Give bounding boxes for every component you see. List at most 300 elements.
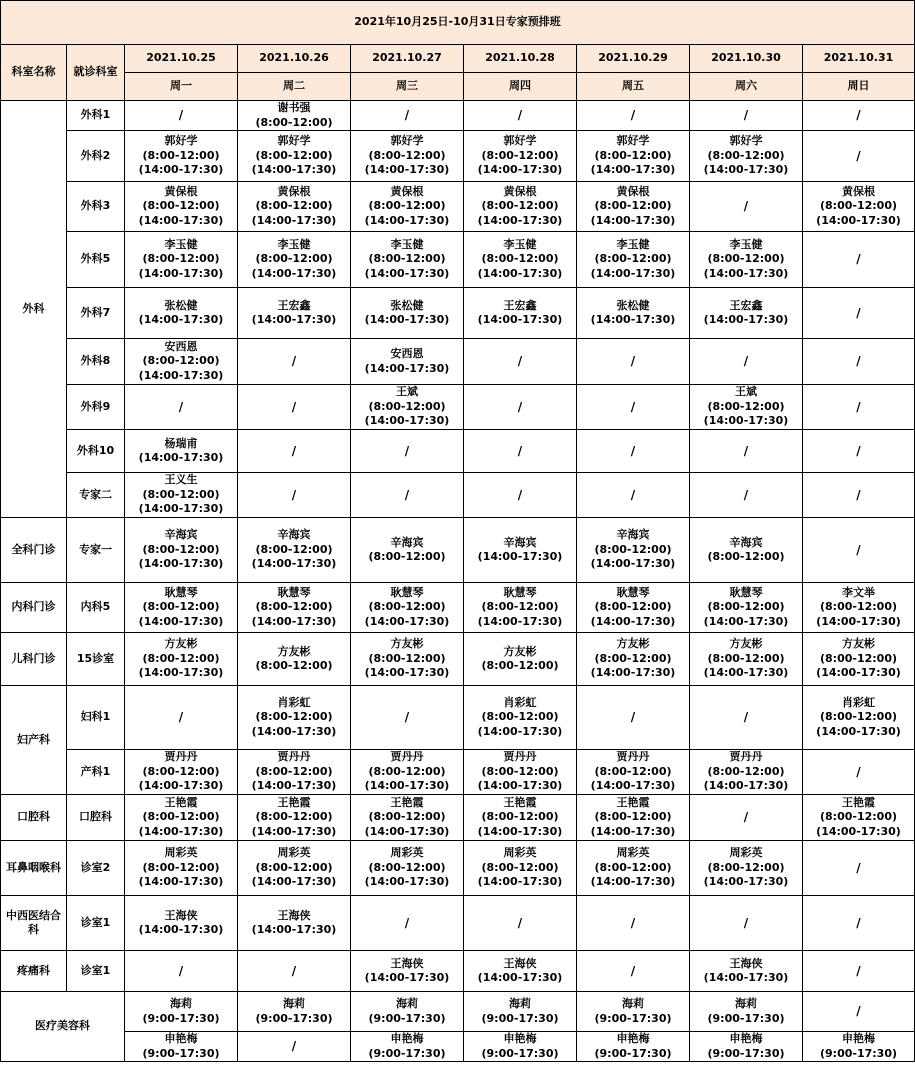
shift-time: (8:00-12:00) [368,764,446,778]
schedule-cell [238,795,351,841]
shift-time: (9:00-17:30) [368,1046,446,1060]
no-shift: / [291,354,297,369]
shift-time: (8:00-12:00) [707,252,785,266]
schedule-cell [577,288,690,339]
shift-time: (9:00-17:30) [142,1046,220,1060]
shift-time: (8:00-12:00) [142,651,220,665]
no-shift: / [404,915,410,930]
doctor-name: 黄保根 [164,184,198,198]
schedule-cell [803,951,915,992]
no-shift: / [856,487,861,502]
doctor-name: 王宏鑫 [503,298,537,312]
schedule-cell [577,101,690,131]
shift-time: (14:00-17:30) [703,779,789,793]
date-header: 2021.10.25 [125,45,238,73]
clinic-room: 专家一 [67,518,125,583]
schedule-row [1,430,915,473]
shift-time: (9:00-17:30) [707,1011,785,1025]
no-shift: / [404,443,410,458]
schedule-cell [125,339,238,385]
shift-time: (14:00-17:30) [477,824,563,838]
dept-name: 内科门诊 [1,583,67,633]
schedule-cell [238,131,351,182]
doctor-name: 郭好学 [277,134,311,148]
schedule-cell [577,951,690,992]
doctor-name: 谢书强 [277,101,311,114]
schedule-cell [464,131,577,182]
weekday-header: 周日 [803,73,915,101]
schedule-cell [238,430,351,473]
shift-time: (14:00-17:30) [364,361,450,375]
no-shift: / [178,399,184,414]
shift-time: (8:00-12:00) [481,860,559,874]
no-shift: / [178,963,184,978]
schedule-cell [125,385,238,430]
doctor-name: 周彩英 [164,846,198,860]
no-shift: / [743,810,749,825]
schedule-cell [125,288,238,339]
schedule-cell [351,473,464,518]
doctor-name: 李玉健 [616,237,650,251]
doctor-name: 辛海宾 [390,535,424,549]
shift-time: (8:00-12:00) [255,252,333,266]
schedule-cell [238,518,351,583]
shift-time: (8:00-12:00) [142,764,220,778]
doctor-name: 李玉健 [503,237,537,251]
doctor-name: 周彩英 [503,846,537,860]
schedule-cell [803,795,915,841]
doctor-name: 王义生 [164,473,198,487]
doctor-name: 方友彬 [503,644,537,658]
shift-time: (8:00-12:00) [481,199,559,213]
doctor-name: 周彩英 [616,846,650,860]
shift-time: (14:00-17:30) [590,557,676,571]
schedule-cell [803,182,915,232]
dept-header: 科室名称 [1,45,67,101]
shift-time: (8:00-12:00) [707,600,785,614]
schedule-cell [464,288,577,339]
schedule-row [1,288,915,339]
no-shift: / [517,354,523,369]
shift-time: (8:00-12:00) [255,860,333,874]
schedule-cell [690,841,803,896]
shift-time: (14:00-17:30) [364,266,450,280]
doctor-name: 海莉 [396,997,418,1010]
weekday-header: 周四 [464,73,577,101]
no-shift: / [856,252,861,267]
shift-time: (8:00-12:00) [368,148,446,162]
shift-time: (14:00-17:30) [138,824,224,838]
schedule-cell [803,633,915,686]
no-shift: / [517,108,523,123]
doctor-name: 贾丹丹 [729,750,763,764]
schedule-row [1,473,915,518]
shift-time: (8:00-12:00) [368,651,446,665]
schedule-row [1,633,915,686]
doctor-name: 方友彬 [390,637,424,651]
shift-time: (14:00-17:30) [251,557,337,571]
schedule-cell [464,473,577,518]
weekday-header: 周一 [125,73,238,101]
shift-time: (14:00-17:30) [364,163,450,177]
doctor-name: 申艳梅 [390,1032,424,1045]
no-shift: / [856,860,861,875]
shift-time: (14:00-17:30) [138,557,224,571]
dept-name: 妇产科 [1,686,67,795]
no-shift: / [291,487,297,502]
schedule-row [1,750,915,795]
shift-time: (14:00-17:30) [364,313,450,326]
schedule-cell [238,385,351,430]
schedule-cell [803,896,915,951]
shift-time: (14:00-17:30) [590,824,676,838]
shift-time: (8:00-12:00) [481,600,559,614]
schedule-cell [125,750,238,795]
shift-time: (14:00-17:30) [590,163,676,177]
schedule-cell [577,232,690,288]
schedule-cell [690,583,803,633]
shift-time: (14:00-17:30) [703,875,789,889]
schedule-cell [125,841,238,896]
schedule-cell [125,131,238,182]
shift-time: (8:00-12:00) [142,487,220,501]
clinic-room: 外科1 [67,101,125,131]
schedule-cell [125,583,238,633]
shift-time: (8:00-12:00) [255,199,333,213]
doctor-name: 王艳霞 [842,795,875,809]
no-shift: / [743,915,749,930]
schedule-cell [690,473,803,518]
shift-time: (14:00-17:30) [251,779,337,793]
shift-time: (14:00-17:30) [816,724,901,738]
doctor-name: 王宏鑫 [729,298,763,312]
schedule-cell [803,131,915,182]
clinic-room: 外科5 [67,232,125,288]
shift-time: (8:00-12:00) [368,550,446,563]
schedule-cell [464,182,577,232]
schedule-cell [464,101,577,131]
clinic-room: 外科7 [67,288,125,339]
shift-time: (8:00-12:00) [594,651,672,665]
shift-time: (8:00-12:00) [142,199,220,213]
schedule-cell [690,430,803,473]
shift-time: (14:00-17:30) [251,824,337,838]
doctor-name: 郭好学 [616,134,650,148]
shift-time: (14:00-17:30) [251,614,337,628]
doctor-name: 郭好学 [729,134,763,148]
no-shift: / [630,108,636,123]
shift-time: (14:00-17:30) [251,266,337,280]
schedule-cell [577,750,690,795]
schedule-cell [803,288,915,339]
shift-time: (8:00-12:00) [255,659,333,672]
doctor-name: 海莉 [170,997,192,1010]
schedule-cell [351,1032,464,1062]
schedule-cell [690,339,803,385]
no-shift: / [856,354,861,369]
schedule-cell [238,182,351,232]
schedule-cell [577,992,690,1032]
shift-time: (14:00-17:30) [138,163,224,177]
no-shift: / [291,1039,297,1054]
shift-time: (8:00-12:00) [594,252,672,266]
schedule-cell [464,339,577,385]
shift-time: (8:00-12:00) [142,600,220,614]
shift-time: (8:00-12:00) [481,252,559,266]
doctor-name: 海莉 [735,997,757,1010]
no-shift: / [856,542,861,557]
schedule-cell [351,795,464,841]
shift-time: (9:00-17:30) [707,1046,785,1060]
schedule-cell [351,583,464,633]
shift-time: (14:00-17:30) [477,550,563,563]
clinic-room: 诊室1 [67,896,125,951]
shift-time: (14:00-17:30) [703,266,789,280]
doctor-name: 周彩英 [390,846,424,860]
schedule-cell [125,686,238,750]
schedule-cell [351,182,464,232]
shift-time: (8:00-12:00) [255,148,333,162]
doctor-name: 辛海宾 [277,528,311,542]
schedule-cell [464,795,577,841]
shift-time: (8:00-12:00) [481,148,559,162]
shift-time: (9:00-17:30) [368,1011,446,1025]
shift-time: (14:00-17:30) [590,266,676,280]
clinic-room: 专家二 [67,473,125,518]
shift-time: (8:00-12:00) [707,399,785,413]
shift-time: (14:00-17:30) [477,724,563,738]
doctor-name: 王斌 [735,385,757,399]
dept-name: 口腔科 [1,795,67,841]
no-shift: / [517,443,523,458]
doctor-name: 王斌 [396,385,418,399]
doctor-name: 李文举 [842,585,875,599]
doctor-name: 李玉健 [390,237,424,251]
weekday-header: 周五 [577,73,690,101]
schedule-cell [803,518,915,583]
schedule-cell [803,583,915,633]
shift-time: (8:00-12:00) [142,354,220,368]
schedule-row [1,518,915,583]
schedule-row [1,686,915,750]
schedule-cell [238,339,351,385]
shift-time: (14:00-17:30) [816,824,901,838]
no-shift: / [856,963,861,978]
shift-time: (14:00-17:30) [364,614,450,628]
doctor-name: 申艳梅 [842,1032,875,1045]
doctor-name: 张松健 [164,298,198,312]
no-shift: / [178,710,184,725]
shift-time: (14:00-17:30) [477,266,563,280]
shift-time: (14:00-17:30) [590,614,676,628]
shift-time: (14:00-17:30) [138,614,224,628]
schedule-cell [690,518,803,583]
shift-time: (8:00-12:00) [707,860,785,874]
shift-time: (9:00-17:30) [594,1011,672,1025]
shift-time: (14:00-17:30) [364,971,450,984]
shift-time: (8:00-12:00) [255,764,333,778]
schedule-cell [238,473,351,518]
schedule-cell [238,583,351,633]
doctor-name: 肖彩虹 [503,695,537,709]
shift-time: (14:00-17:30) [590,779,676,793]
doctor-name: 贾丹丹 [390,750,424,764]
shift-time: (9:00-17:30) [820,1046,897,1060]
shift-time: (9:00-17:30) [481,1011,559,1025]
schedule-cell [351,232,464,288]
doctor-name: 耿慧琴 [616,585,650,599]
shift-time: (14:00-17:30) [816,213,901,227]
schedule-cell [464,896,577,951]
schedule-cell [803,841,915,896]
shift-time: (8:00-12:00) [820,651,897,665]
schedule-cell [238,992,351,1032]
shift-time: (8:00-12:00) [594,764,672,778]
dept-name: 外科 [1,101,67,518]
doctor-name: 耿慧琴 [390,585,424,599]
schedule-cell [577,430,690,473]
schedule-row [1,583,915,633]
schedule-cell [351,992,464,1032]
shift-time: (14:00-17:30) [364,875,450,889]
schedule-cell [690,288,803,339]
schedule-cell [351,951,464,992]
shift-time: (8:00-12:00) [368,199,446,213]
no-shift: / [743,487,749,502]
shift-time: (14:00-17:30) [590,875,676,889]
doctor-name: 黄保根 [842,184,875,198]
doctor-name: 申艳梅 [616,1032,650,1045]
doctor-name: 耿慧琴 [164,585,198,599]
shift-time: (8:00-12:00) [142,148,220,162]
schedule-row [1,841,915,896]
doctor-name: 王艳霞 [390,795,424,809]
doctor-name: 李玉健 [729,237,763,251]
schedule-cell [238,951,351,992]
doctor-name: 李玉健 [164,237,198,251]
schedule-cell [464,992,577,1032]
schedule-cell [238,841,351,896]
schedule-cell [351,101,464,131]
shift-time: (8:00-12:00) [594,600,672,614]
weekday-header: 周二 [238,73,351,101]
doctor-name: 郭好学 [390,134,424,148]
schedule-cell [803,750,915,795]
shift-time: (14:00-17:30) [138,666,224,680]
shift-time: (8:00-12:00) [707,148,785,162]
shift-time: (14:00-17:30) [364,666,450,680]
shift-time: (14:00-17:30) [138,875,224,889]
shift-time: (8:00-12:00) [594,199,672,213]
doctor-name: 黄保根 [503,184,537,198]
schedule-cell [464,385,577,430]
no-shift: / [856,305,861,320]
schedule-row [1,992,915,1032]
no-shift: / [743,354,749,369]
shift-time: (14:00-17:30) [703,313,789,326]
schedule-cell [125,518,238,583]
schedule-cell [690,101,803,131]
schedule-cell [351,841,464,896]
dept-name: 全科门诊 [1,518,67,583]
schedule-cell [690,896,803,951]
doctor-name: 杨瑞甫 [164,436,198,450]
schedule-cell [803,339,915,385]
shift-time: (8:00-12:00) [481,710,559,724]
doctor-name: 王宏鑫 [277,298,311,312]
doctor-name: 贾丹丹 [616,750,650,764]
date-header: 2021.10.26 [238,45,351,73]
shift-time: (8:00-12:00) [368,810,446,824]
clinic-room: 口腔科 [67,795,125,841]
schedule-cell [238,686,351,750]
shift-time: (9:00-17:30) [142,1011,220,1025]
no-shift: / [404,487,410,502]
shift-time: (8:00-12:00) [820,600,897,614]
schedule-title: 2021年10月25日-10月31日专家预排班 [1,1,915,45]
doctor-name: 王海侠 [390,956,424,970]
doctor-name: 耿慧琴 [503,585,537,599]
shift-time: (14:00-17:30) [703,666,789,680]
schedule-cell [690,795,803,841]
doctor-name: 海莉 [283,997,305,1010]
schedule-cell [690,182,803,232]
dept-name: 中西医结合科 [1,896,67,951]
schedule-row [1,182,915,232]
no-shift: / [630,963,636,978]
shift-time: (8:00-12:00) [820,810,897,824]
schedule-cell [125,430,238,473]
schedule-cell [577,131,690,182]
schedule-cell [238,750,351,795]
date-header: 2021.10.31 [803,45,915,73]
shift-time: (14:00-17:30) [477,779,563,793]
dept-name: 医疗美容科 [1,992,125,1062]
schedule-cell [351,430,464,473]
schedule-cell [464,232,577,288]
clinic-room: 15诊室 [67,633,125,686]
schedule-row [1,131,915,182]
schedule-row [1,1032,915,1062]
schedule-row [1,232,915,288]
weekday-header: 周三 [351,73,464,101]
schedule-cell [690,750,803,795]
no-shift: / [630,354,636,369]
shift-time: (8:00-12:00) [368,399,446,413]
schedule-cell [238,633,351,686]
schedule-cell [577,1032,690,1062]
doctor-name: 黄保根 [616,184,650,198]
doctor-name: 海莉 [509,997,531,1010]
schedule-cell [125,951,238,992]
doctor-name: 黄保根 [277,184,311,198]
no-shift: / [856,764,861,779]
shift-time: (14:00-17:30) [138,451,224,464]
schedule-cell [464,951,577,992]
schedule-cell [690,131,803,182]
schedule-cell [238,101,351,131]
doctor-name: 周彩英 [729,846,763,860]
shift-time: (8:00-12:00) [255,115,333,129]
shift-time: (14:00-17:30) [364,824,450,838]
shift-time: (14:00-17:30) [477,163,563,177]
clinic-room: 妇科1 [67,686,125,750]
schedule-row [1,385,915,430]
schedule-cell [351,896,464,951]
schedule-cell [238,232,351,288]
no-shift: / [856,1004,861,1019]
doctor-name: 方友彬 [842,637,875,651]
